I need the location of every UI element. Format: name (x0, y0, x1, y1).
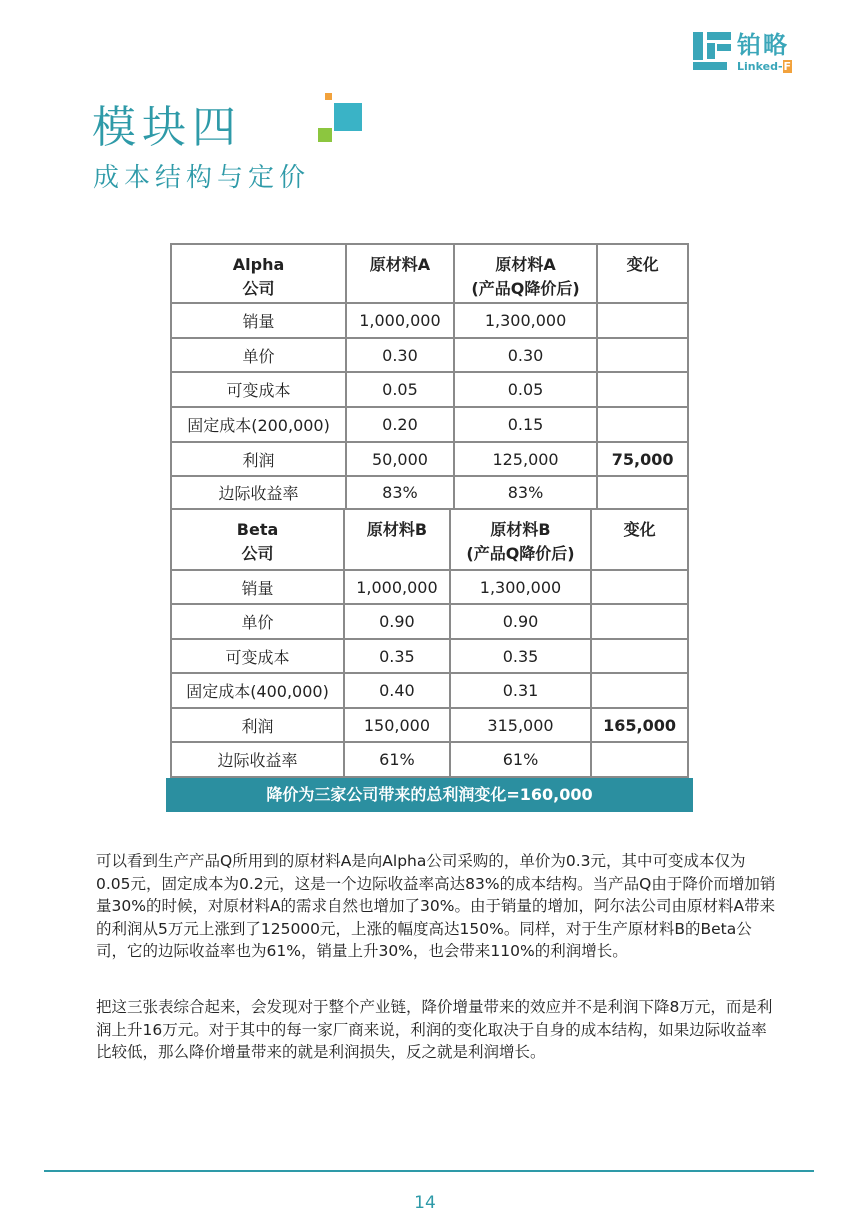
table-cell: 可变成本 (171, 372, 346, 407)
table-cell (597, 372, 688, 407)
table-row (171, 338, 688, 372)
table-row (171, 442, 688, 476)
table-cell: 0.31 (450, 673, 591, 708)
body-paragraph: 把这三张表综合起来，会发现对于整个产业链，降价增量带来的效应并不是利润下降8万元，而是利润上升16万元。对于其中的每一家厂商来说，利润的变化取决于自身的成本结构，如果边际收益率比较低，那么降价增量带来的就是利润损失，反之就是利润增长。 (96, 998, 773, 1061)
profit-change-cell: 75,000 (597, 442, 688, 476)
logo-text-cn: 铂略 (737, 31, 789, 59)
table-cell (597, 338, 688, 372)
table-cell: 150,000 (344, 708, 450, 742)
table-cell: 1,300,000 (454, 303, 597, 338)
table-header-row (171, 509, 688, 570)
table-cell (591, 639, 688, 673)
table-cell: 0.05 (346, 372, 454, 407)
beta-cost-table (170, 508, 689, 778)
table-header-row (171, 244, 688, 303)
table-row (171, 639, 688, 673)
table-header-cell: 原材料B (344, 509, 450, 570)
table-header-cell: 变化 (597, 244, 688, 303)
table-cell: 1,000,000 (346, 303, 454, 338)
table-cell (591, 604, 688, 639)
table-row (171, 742, 688, 777)
logo-mark-icon (693, 30, 733, 72)
table-cell: 83% (346, 476, 454, 509)
table-cell: 125,000 (454, 442, 597, 476)
page-subtitle: 成本结构与定价 (93, 163, 311, 193)
table-cell (597, 476, 688, 509)
table-cell (597, 303, 688, 338)
table-cell: 单价 (171, 604, 344, 639)
table-row (171, 570, 688, 604)
table-cell: 315,000 (450, 708, 591, 742)
brand-logo (693, 30, 813, 76)
table-cell: 0.30 (346, 338, 454, 372)
table-cell: 0.40 (344, 673, 450, 708)
table-cell: 利润 (171, 442, 346, 476)
table-row (171, 708, 688, 742)
table-cell: 固定成本(400,000) (171, 673, 344, 708)
table-row (171, 673, 688, 708)
table-row (171, 407, 688, 442)
table-cell: 0.30 (454, 338, 597, 372)
table-cell: 0.90 (450, 604, 591, 639)
table-cell: 83% (454, 476, 597, 509)
table-cell: 1,300,000 (450, 570, 591, 604)
table-cell (597, 407, 688, 442)
table-cell: 单价 (171, 338, 346, 372)
table-cell: 0.20 (346, 407, 454, 442)
table-cell: 50,000 (346, 442, 454, 476)
body-paragraph: 可以看到生产产品Q所用到的原材料A是向Alpha公司采购的，单价为0.3元，其中可变成本仅为0.05元，固定成本为0.2元，这是一个边际收益率高达83%的成本结构。当产品Q由于降价而增加销量30%的时候，对原材料A的需求自然也增加了30%。由于销量的增加，阿尔法公司由原材料A带来的利润从5万元上涨到了125000元，上涨的幅度高达150%。同样，对于生产原材料B的Beta公司，它的边际收益率也为61%，销量上升30%，也会带来110%的利润增长。 (96, 852, 776, 960)
table-header-cell: 变化 (591, 509, 688, 570)
table-cell: 边际收益率 (171, 476, 346, 509)
table-cell (591, 673, 688, 708)
table-cell: 61% (344, 742, 450, 777)
table-cell: 0.35 (450, 639, 591, 673)
table-header-cell: 原材料B (产品Q降价后) (450, 509, 591, 570)
table-cell (591, 742, 688, 777)
logo-text-en: Linked-F (737, 60, 792, 73)
deco-square-green (318, 128, 332, 142)
profit-change-cell: 165,000 (591, 708, 688, 742)
table-cell: 边际收益率 (171, 742, 344, 777)
table-row (171, 476, 688, 509)
table-cell: 0.15 (454, 407, 597, 442)
page-number: 14 (414, 1193, 436, 1213)
table-header-cell: 原材料A (346, 244, 454, 303)
table-cell: 利润 (171, 708, 344, 742)
alpha-cost-table (170, 243, 689, 510)
table-header-cell: 原材料A (产品Q降价后) (454, 244, 597, 303)
page-title: 模块四 (92, 102, 242, 153)
table-row (171, 303, 688, 338)
table-row (171, 604, 688, 639)
table-header-cell: Alpha 公司 (171, 244, 346, 303)
footer-divider (44, 1170, 814, 1172)
table-cell (591, 570, 688, 604)
table-cell: 固定成本(200,000) (171, 407, 346, 442)
table-cell: 可变成本 (171, 639, 344, 673)
deco-square-orange (325, 93, 332, 100)
table-cell: 0.05 (454, 372, 597, 407)
table-cell: 1,000,000 (344, 570, 450, 604)
table-cell: 销量 (171, 570, 344, 604)
table-cell: 61% (450, 742, 591, 777)
total-profit-banner: 降价为三家公司带来的总利润变化=160,000 (166, 778, 693, 812)
table-cell: 销量 (171, 303, 346, 338)
deco-square-teal (334, 103, 362, 131)
table-cell: 0.35 (344, 639, 450, 673)
table-cell: 0.90 (344, 604, 450, 639)
table-header-cell: Beta 公司 (171, 509, 344, 570)
table-row (171, 372, 688, 407)
